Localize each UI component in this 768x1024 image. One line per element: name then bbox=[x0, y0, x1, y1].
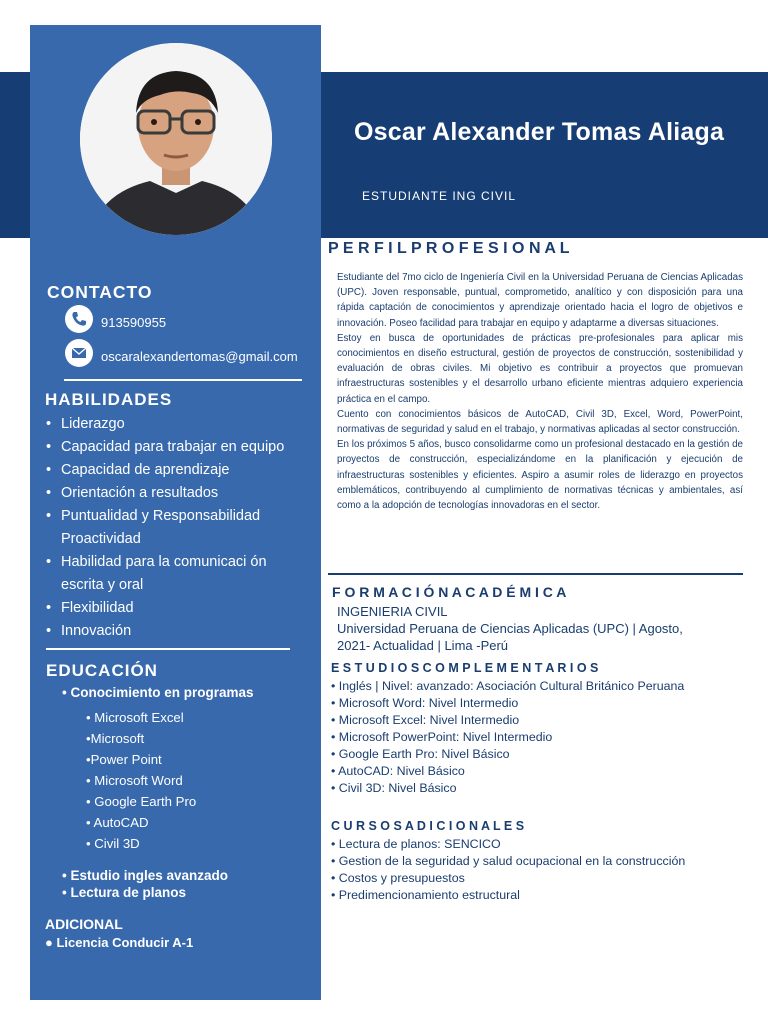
profile-paragraph: Estudiante del 7mo ciclo de Ingeniería Civil en la Universidad Peruana de Ciencias Aplicadas (UPC). Joven responsable, puntual, comprometido, analítico y con disposición para una rápida captación de conocimientos y aprendizaje orientado hacia el logro de objetivos e innovación. Poseo facilidad para trabajar en equipo y adaptarme a diversas situaciones. bbox=[337, 272, 743, 329]
course-item: • Predimencionamiento estructural bbox=[331, 888, 520, 902]
full-name: Oscar Alexander Tomas Aliaga bbox=[354, 118, 725, 146]
profile-heading: P E R F I L P R O F E S I O N A L bbox=[328, 240, 570, 257]
skill-item: • Puntualidad y Responsabilidad Proactividad bbox=[45, 505, 286, 551]
skills-list bbox=[45, 413, 315, 643]
skill-item: • Innovación bbox=[45, 620, 315, 643]
program-item: • Microsoft Word bbox=[86, 773, 183, 788]
program-item: • Microsoft Excel bbox=[86, 710, 184, 725]
skill-item: • Orientación a resultados bbox=[45, 482, 315, 505]
complementary-item: • Civil 3D: Nivel Básico bbox=[331, 781, 457, 795]
program-item: •Microsoft bbox=[86, 731, 145, 746]
program-item: • AutoCAD bbox=[86, 815, 149, 830]
avatar bbox=[80, 43, 272, 235]
study-period: 2021- Actualidad | Lima -Perú bbox=[337, 638, 509, 653]
skill-item: • Capacidad de aprendizaje bbox=[45, 459, 315, 482]
additional-item: ● Licencia Conducir A-1 bbox=[45, 935, 194, 950]
profile-summary bbox=[337, 270, 743, 513]
course-item: • Gestion de la seguridad y salud ocupacional en la construcción bbox=[331, 854, 686, 868]
complementary-item: • Microsoft PowerPoint: Nivel Intermedio bbox=[331, 730, 553, 744]
education-extra: • Estudio ingles avanzado bbox=[62, 868, 229, 883]
courses-heading: C U R S O S A D I C I O N A L E S bbox=[331, 819, 525, 833]
skills-heading: HABILIDADES bbox=[45, 390, 173, 409]
skill-item: • Habilidad para la comunicaci ón escrita y oral bbox=[45, 551, 291, 597]
skill-item: • Flexibilidad bbox=[45, 597, 315, 620]
section-divider bbox=[328, 573, 743, 575]
phone-number[interactable]: 913590955 bbox=[101, 315, 167, 330]
program-item: •Power Point bbox=[86, 752, 162, 767]
university: Universidad Peruana de Ciencias Aplicadas (UPC) | Agosto, bbox=[337, 621, 683, 636]
skill-item: • Liderazgo bbox=[45, 413, 315, 436]
programs-heading: • Conocimiento en programas bbox=[62, 685, 254, 700]
email-address[interactable]: oscaralexandertomas@gmail.com bbox=[101, 349, 298, 364]
additional-heading: ADICIONAL bbox=[45, 916, 123, 932]
complementary-item: • Inglés | Nivel: avanzado: Asociación Cultural Británico Peruana bbox=[331, 679, 685, 693]
divider bbox=[64, 379, 302, 381]
profile-paragraph: Estoy en busca de oportunidades de prácticas pre-profesionales para aplicar mis conocimientos en diseño estructural, gestión de proyectos de construcción, sostenibilidad y evaluación de obras civiles. Mi objetivo es contribuir a proyectos que promuevan infraestructuras sostenibles y el desarrollo urbano eficiente mientras adquiero experiencia práctica en el campo. bbox=[337, 332, 743, 405]
profile-paragraph: En los próximos 5 años, busco consolidarme como un profesional destacado en la gestión de proyectos de construcción, especializándome en la planificación y ejecución de infraestructuras sostenibles y eficientes. Aspiro a asumir roles de liderazgo en proyectos emblemáticos, contribuyendo al cumplimiento de normativas técnicas y ambientales, así como a la adopción de tecnologías innovadoras en el sector. bbox=[337, 439, 743, 512]
program-item: • Civil 3D bbox=[86, 836, 140, 851]
complementary-item: • Microsoft Word: Nivel Intermedio bbox=[331, 696, 519, 710]
complementary-heading: E S T U D I O S C O M P L E M E N T A R I O S bbox=[331, 661, 599, 675]
course-item: • Lectura de planos: SENCICO bbox=[331, 837, 501, 851]
profile-paragraph: Cuento con conocimientos básicos de AutoCAD, Civil 3D, Excel, Word, PowerPoint, normativas de seguridad y salud en el trabajo, y normativas aplicadas al sector construcción. bbox=[337, 408, 743, 436]
divider bbox=[46, 648, 290, 650]
complementary-item: • Google Earth Pro: Nivel Básico bbox=[331, 747, 510, 761]
education-heading: EDUCACIÓN bbox=[46, 661, 158, 680]
profile-photo bbox=[80, 43, 272, 235]
complementary-item: • AutoCAD: Nivel Básico bbox=[331, 764, 465, 778]
formation-heading: F O R M A C I Ó N A C A D É M I C A bbox=[332, 584, 567, 600]
contact-heading: CONTACTO bbox=[47, 282, 153, 302]
job-title: ESTUDIANTE ING CIVIL bbox=[362, 189, 517, 203]
degree: INGENIERIA CIVIL bbox=[337, 604, 448, 619]
phone-icon bbox=[65, 305, 93, 333]
email-icon bbox=[65, 339, 93, 367]
complementary-item: • Microsoft Excel: Nivel Intermedio bbox=[331, 713, 520, 727]
education-extra: • Lectura de planos bbox=[62, 885, 187, 900]
program-item: • Google Earth Pro bbox=[86, 794, 197, 809]
skill-item: • Capacidad para trabajar en equipo bbox=[45, 436, 315, 459]
course-item: • Costos y presupuestos bbox=[331, 871, 465, 885]
